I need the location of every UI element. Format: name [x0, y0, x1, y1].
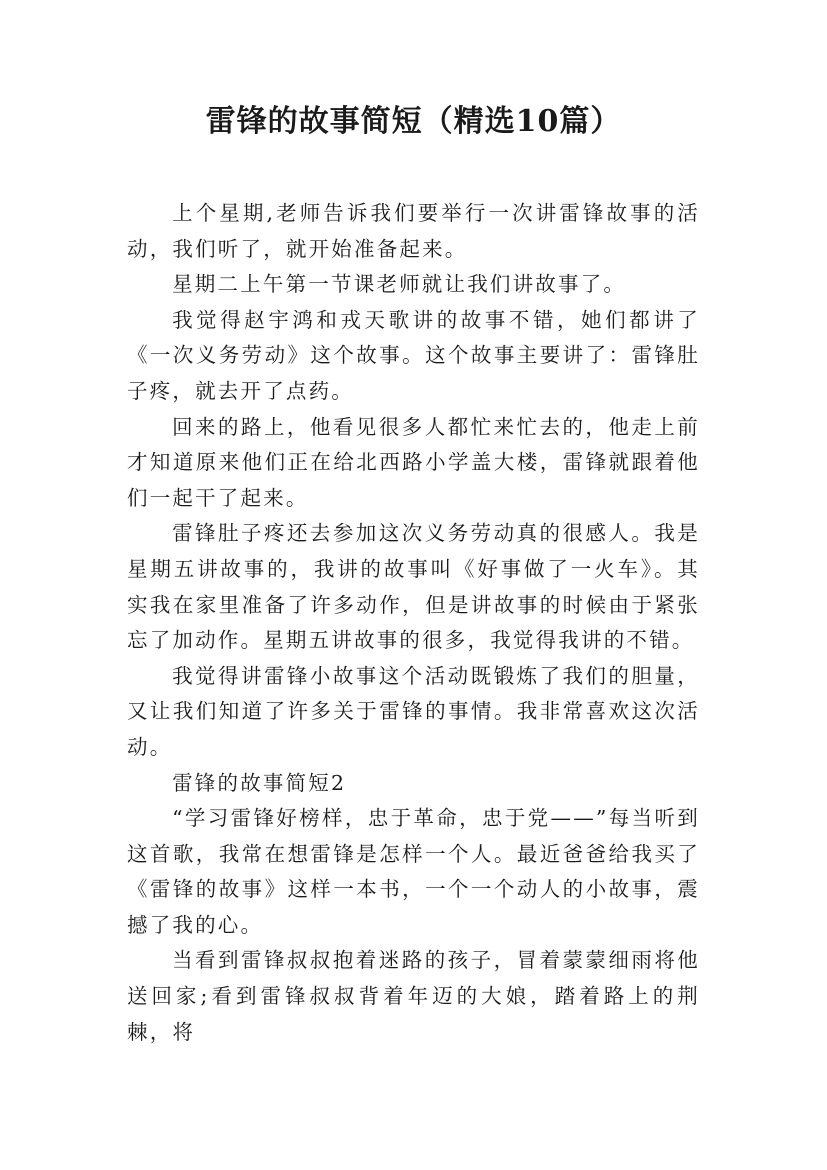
paragraph: 雷锋肚子疼还去参加这次义务劳动真的很感人。我是星期五讲故事的，我讲的故事叫《好事做了一火车》。其实我在家里准备了许多动作，但是讲故事的时候由于紧张忘了加动作。星期五讲故事的很多，我觉得我讲的不错。 [127, 521, 700, 653]
paragraph: 上个星期,老师告诉我们要举行一次讲雷锋故事的活动，我们听了，就开始准备起来。 [127, 201, 700, 261]
paragraph: 星期二上午第一节课老师就让我们讲故事了。 [172, 272, 627, 297]
document-body [127, 196, 700, 1050]
paragraph: 我觉得讲雷锋小故事这个活动既锻炼了我们的胆量，又让我们知道了许多关于雷锋的事情。我非常喜欢这次活动。 [127, 663, 700, 759]
paragraph: 当看到雷锋叔叔抱着迷路的孩子，冒着蒙蒙细雨将他送回家;看到雷锋叔叔背着年迈的大娘，踏着路上的荆棘，将 [127, 948, 700, 1044]
document-title: 雷锋的故事简短（精选10篇） [205, 104, 622, 139]
paragraph: 我觉得赵宇鸿和戎天歌讲的故事不错，她们都讲了《一次义务劳动》这个故事。这个故事主要讲了：雷锋肚子疼，就去开了点药。 [127, 307, 700, 403]
section-heading: 雷锋的故事简短2 [172, 770, 347, 795]
paragraph: 回来的路上，他看见很多人都忙来忙去的，他走上前才知道原来他们正在给北西路小学盖大楼，雷锋就跟着他们一起干了起来。 [127, 414, 700, 510]
paragraph: “学习雷锋好榜样，忠于革命，忠于党——”每当听到这首歌，我常在想雷锋是怎样一个人。最近爸爸给我买了《雷锋的故事》这样一本书，一个一个动人的小故事，震撼了我的心。 [127, 806, 700, 937]
